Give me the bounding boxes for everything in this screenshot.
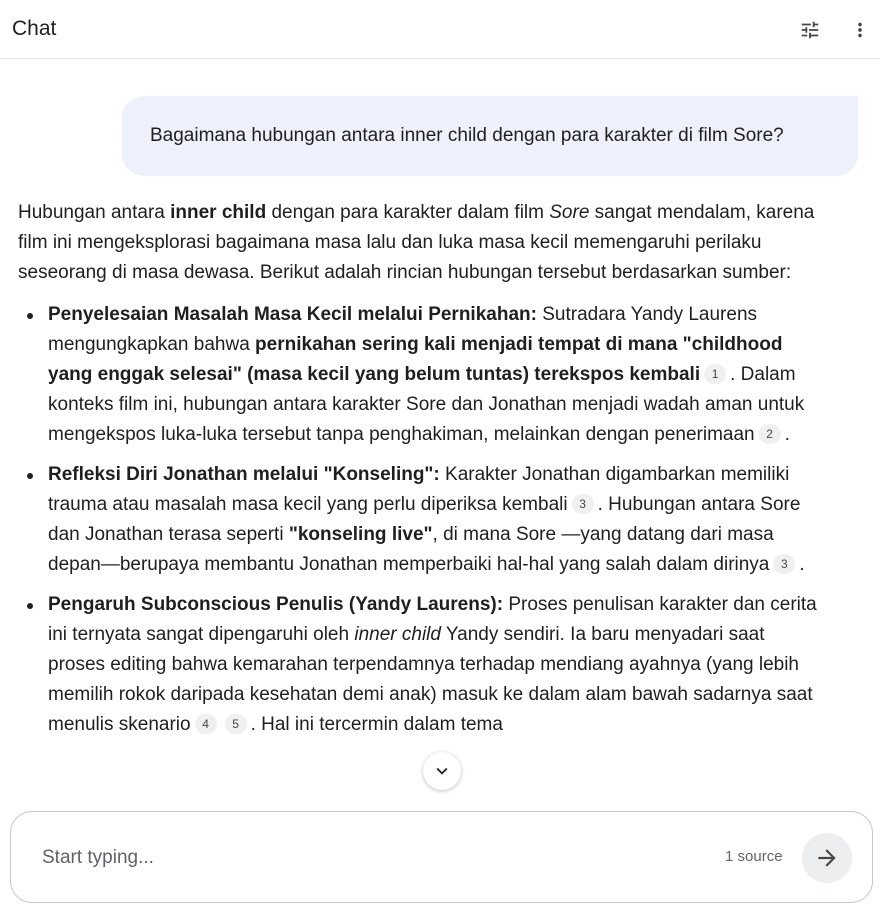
bullet-item	[18, 460, 818, 580]
bullet-text: .	[799, 554, 805, 575]
response-intro	[18, 198, 818, 288]
bullet-title: Refleksi Diri Jonathan melalui "Konseling":	[48, 464, 440, 485]
bullet-item	[18, 300, 818, 450]
bullet-text: Sutradara Yandy Laurens mengungkapkan bahwa	[48, 304, 758, 355]
assistant-response	[18, 198, 818, 750]
citation-chip[interactable]: 4	[195, 714, 217, 734]
chat-header	[0, 0, 880, 59]
chat-title: Chat	[12, 17, 57, 40]
intro-italic: Sore	[549, 202, 590, 223]
bullet-italic: inner child	[354, 624, 441, 645]
intro-text: Hubungan antara	[18, 202, 171, 223]
bullet-text: . Dalam konteks film ini, hubungan antara karakter Sore dan Jonathan menjadi wadah aman untuk mengekspos luka-luka tersebut tanpa penghakiman, melainkan dengan penerimaan	[48, 364, 805, 445]
response-bullet-list	[18, 300, 818, 740]
citation-chip[interactable]: 2	[759, 424, 781, 444]
more-options-button[interactable]	[842, 12, 878, 48]
bullet-text: . Hal ini tercermin dalam tema	[250, 714, 503, 735]
bullet-text: Proses penulisan karakter dan cerita ini ternyata sangat dipengaruhi oleh	[48, 594, 817, 645]
bullet-title: Pengaruh Subconscious Penulis (Yandy Laurens):	[48, 594, 504, 615]
bullet-text: Yandy sendiri. Ia baru menyadari saat proses editing bahwa kemarahan terpendamnya terhadap mendiang ayahnya (yang lebih memilih rokok daripada kesehatan demi anak) masuk ke dalam alam bawah sadarnya saat menulis skenario	[48, 624, 813, 735]
send-button[interactable]	[802, 833, 852, 883]
citation-chip[interactable]: 5	[225, 714, 247, 734]
bullet-bold: pernikahan sering kali menjadi tempat di mana "childhood yang enggak selesai" (masa kecil yang belum tuntas) terekspos kembali	[48, 334, 783, 385]
chat-composer	[10, 811, 873, 903]
more-vert-icon	[849, 19, 871, 41]
citation-chip[interactable]: 3	[572, 494, 594, 514]
citation-chip[interactable]: 1	[704, 364, 726, 384]
chevron-down-icon	[431, 760, 453, 782]
bullet-text: , di mana Sore —yang datang dari masa depan—berupaya membantu Jonathan memperbaiki hal-hal yang salah dalam dirinya	[48, 524, 774, 575]
source-count-label: 1 source	[725, 848, 783, 865]
bullet-text: . Hubungan antara Sore dan Jonathan terasa seperti	[48, 494, 801, 545]
scroll-to-bottom-button[interactable]	[423, 752, 461, 790]
bullet-bold: "konseling live"	[288, 524, 433, 545]
bullet-title: Penyelesaian Masalah Masa Kecil melalui Pernikahan:	[48, 304, 537, 325]
bullet-text: Karakter Jonathan digambarkan memiliki trauma atau masalah masa kecil yang perlu diperiksa kembali	[48, 464, 790, 515]
user-message-text: Bagaimana hubungan antara inner child dengan para karakter di film Sore?	[150, 125, 784, 146]
intro-bold: inner child	[170, 202, 267, 223]
intro-text: dengan para karakter dalam film	[266, 202, 550, 223]
intro-text: sangat mendalam, karena film ini mengeksplorasi bagaimana masa lalu dan luka masa kecil memengaruhi perilaku seseorang di masa dewasa. Berikut adalah rincian hubungan tersebut berdasarkan sumber:	[18, 202, 815, 283]
bullet-item	[18, 590, 818, 740]
user-message-bubble	[122, 96, 858, 176]
arrow-right-icon	[814, 845, 840, 871]
tune-sliders-icon	[799, 19, 821, 41]
bullet-text: .	[784, 424, 790, 445]
citation-chip[interactable]: 3	[773, 554, 795, 574]
chat-input[interactable]	[42, 842, 682, 874]
chat-settings-button[interactable]	[792, 12, 828, 48]
